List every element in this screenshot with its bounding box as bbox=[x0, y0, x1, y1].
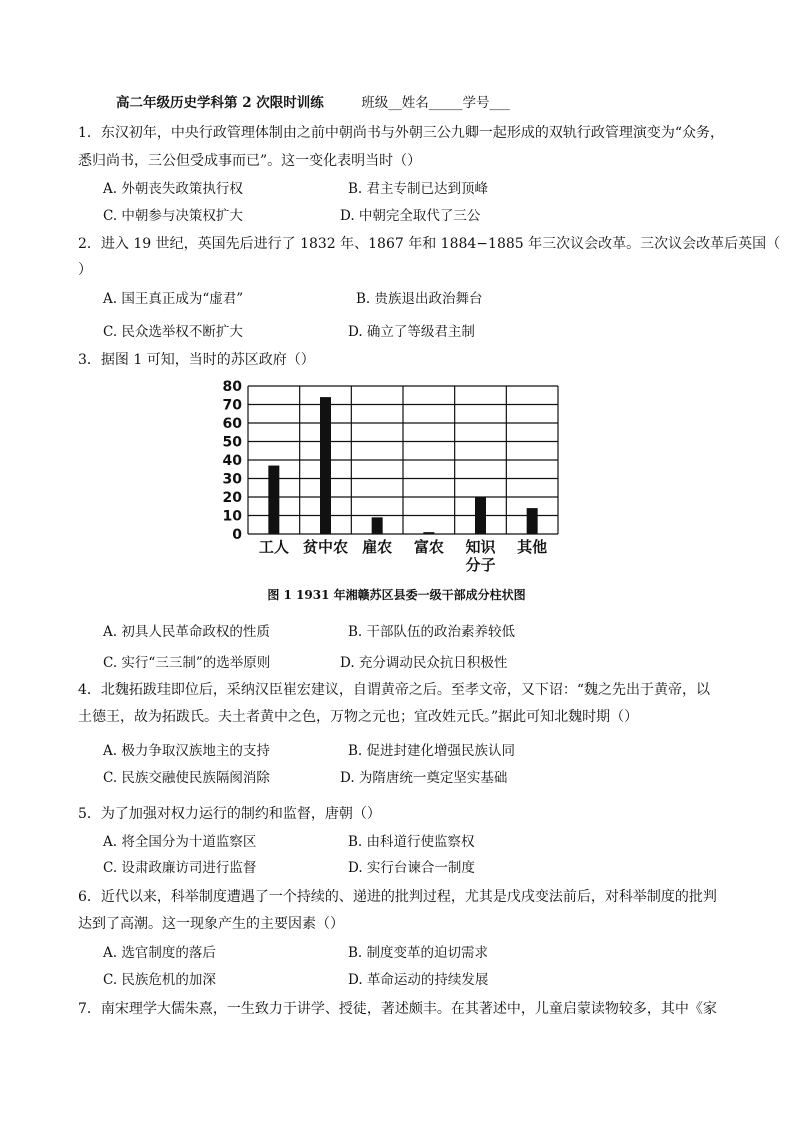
x-tick-label: 知识 bbox=[465, 538, 496, 556]
q2-option-c[interactable]: C. 民众选举权不断扩大 bbox=[103, 324, 243, 340]
question-4-text: 4．北魏拓跋珪即位后，采纳汉臣崔宏建议，自谓黄帝之后。至孝文帝，又下诏：“魏之先出于黄帝，以 bbox=[78, 682, 711, 698]
q5-option-b[interactable]: B. 由科道行使监察权 bbox=[348, 834, 475, 850]
bar-3 bbox=[372, 517, 383, 534]
x-tick-label: 分子 bbox=[465, 556, 496, 574]
question-3-text: 3．据图 1 可知，当时的苏区政府（） bbox=[78, 352, 315, 368]
x-tick-label: 雇农 bbox=[362, 538, 393, 556]
bar-2 bbox=[320, 397, 331, 534]
q5-option-d[interactable]: D. 实行台谏合一制度 bbox=[348, 860, 475, 876]
question-2-text-cont: ） bbox=[78, 262, 92, 278]
q3-option-b[interactable]: B. 干部队伍的政治素养较低 bbox=[348, 624, 516, 640]
question-6-text: 6．近代以来，科举制度遭遇了一个持续的、递进的批判过程，尤其是戊戌变法前后，对科举制度的批判 bbox=[78, 889, 717, 905]
x-tick-label: 工人 bbox=[258, 538, 289, 556]
q5-option-c[interactable]: C. 设肃政廉访司进行监督 bbox=[103, 860, 257, 876]
q2-option-d[interactable]: D. 确立了等级君主制 bbox=[348, 324, 475, 340]
q1-option-a[interactable]: A. 外朝丧失政策执行权 bbox=[103, 181, 243, 197]
y-tick-label: 0 bbox=[232, 527, 242, 543]
question-7-text: 7．南宋理学大儒朱熹，一生致力于讲学、授徒，著述颇丰。在其著述中，儿童启蒙读物较多，其中《家 bbox=[78, 1001, 717, 1017]
q1-option-d[interactable]: D. 中朝完全取代了三公 bbox=[340, 208, 481, 224]
q4-option-a[interactable]: A. 极力争取汉族地主的支持 bbox=[103, 743, 270, 759]
question-6-text-cont: 达到了高潮。这一现象产生的主要因素（） bbox=[78, 916, 344, 932]
x-tick-label: 富农 bbox=[413, 538, 444, 556]
bar-1 bbox=[268, 466, 279, 534]
q4-option-c[interactable]: C. 民族交融使民族隔阂消除 bbox=[103, 770, 270, 786]
y-tick-label: 60 bbox=[222, 416, 242, 432]
x-tick-label: 其他 bbox=[517, 538, 548, 556]
y-tick-label: 50 bbox=[222, 434, 242, 451]
q6-option-d[interactable]: D. 革命运动的持续发展 bbox=[348, 972, 489, 988]
bar-6 bbox=[527, 508, 538, 534]
exam-title bbox=[116, 94, 510, 112]
y-tick-label: 40 bbox=[222, 453, 242, 469]
q6-option-b[interactable]: B. 制度变革的迫切需求 bbox=[348, 945, 489, 961]
y-tick-label: 70 bbox=[222, 397, 242, 414]
question-5-text: 5．为了加强对权力运行的制约和监督，唐朝（） bbox=[78, 806, 381, 822]
q1-option-b[interactable]: B. 君主专制已达到顶峰 bbox=[348, 181, 489, 197]
bar-4 bbox=[423, 532, 434, 534]
q2-option-a[interactable]: A. 国王真正成为“虚君” bbox=[103, 291, 244, 307]
bar-chart-svg bbox=[200, 378, 580, 578]
q1-option-c[interactable]: C. 中朝参与决策权扩大 bbox=[103, 208, 243, 224]
q6-option-a[interactable]: A. 选官制度的落后 bbox=[103, 945, 216, 961]
y-tick-label: 20 bbox=[222, 490, 242, 506]
question-1-text-cont: 悉归尚书，三公但受成事而已”。这一变化表明当时（） bbox=[78, 153, 422, 169]
question-2-text: 2．进入 19 世纪，英国先后进行了 1832 年、1867 年和 1884−1885 年三次议会改革。三次议会改革后英国（ bbox=[78, 236, 781, 252]
y-tick-label: 10 bbox=[222, 508, 242, 525]
q6-option-c[interactable]: C. 民族危机的加深 bbox=[103, 972, 216, 988]
bar-5 bbox=[475, 497, 486, 534]
q3-option-c[interactable]: C. 实行“三三制”的选举原则 bbox=[103, 655, 271, 671]
y-tick-label: 30 bbox=[222, 471, 242, 488]
y-tick-label: 80 bbox=[222, 379, 242, 395]
q4-option-b[interactable]: B. 促进封建化增强民族认同 bbox=[348, 743, 516, 759]
figure-caption: 图 1 1931 年湘赣苏区县委一级干部成分柱状图 bbox=[267, 588, 526, 602]
q3-option-d[interactable]: D. 充分调动民众抗日积极性 bbox=[340, 655, 508, 671]
x-tick-label: 贫中农 bbox=[302, 538, 349, 556]
q5-option-a[interactable]: A. 将全国分为十道监察区 bbox=[103, 834, 257, 850]
q2-option-b[interactable]: B. 贵族退出政治舞台 bbox=[356, 291, 483, 307]
question-1-text: 1．东汉初年，中央行政管理体制由之前中朝尚书与外朝三公九卿一起形成的双轨行政管理演变为“众务， bbox=[78, 125, 725, 141]
cadre-composition-chart bbox=[200, 378, 580, 578]
student-info: 班级__姓名_____学号___ bbox=[361, 95, 510, 111]
q3-option-a[interactable]: A. 初具人民革命政权的性质 bbox=[103, 624, 270, 640]
q4-option-d[interactable]: D. 为隋唐统一奠定坚实基础 bbox=[340, 770, 508, 786]
title-text: 高二年级历史学科第 2 次限时训练 bbox=[116, 95, 324, 111]
question-4-text-cont: 土德王，故为拓跋氏。夫土者黄中之色，万物之元也；宜改姓元氏。”据此可知北魏时期（） bbox=[78, 709, 639, 725]
